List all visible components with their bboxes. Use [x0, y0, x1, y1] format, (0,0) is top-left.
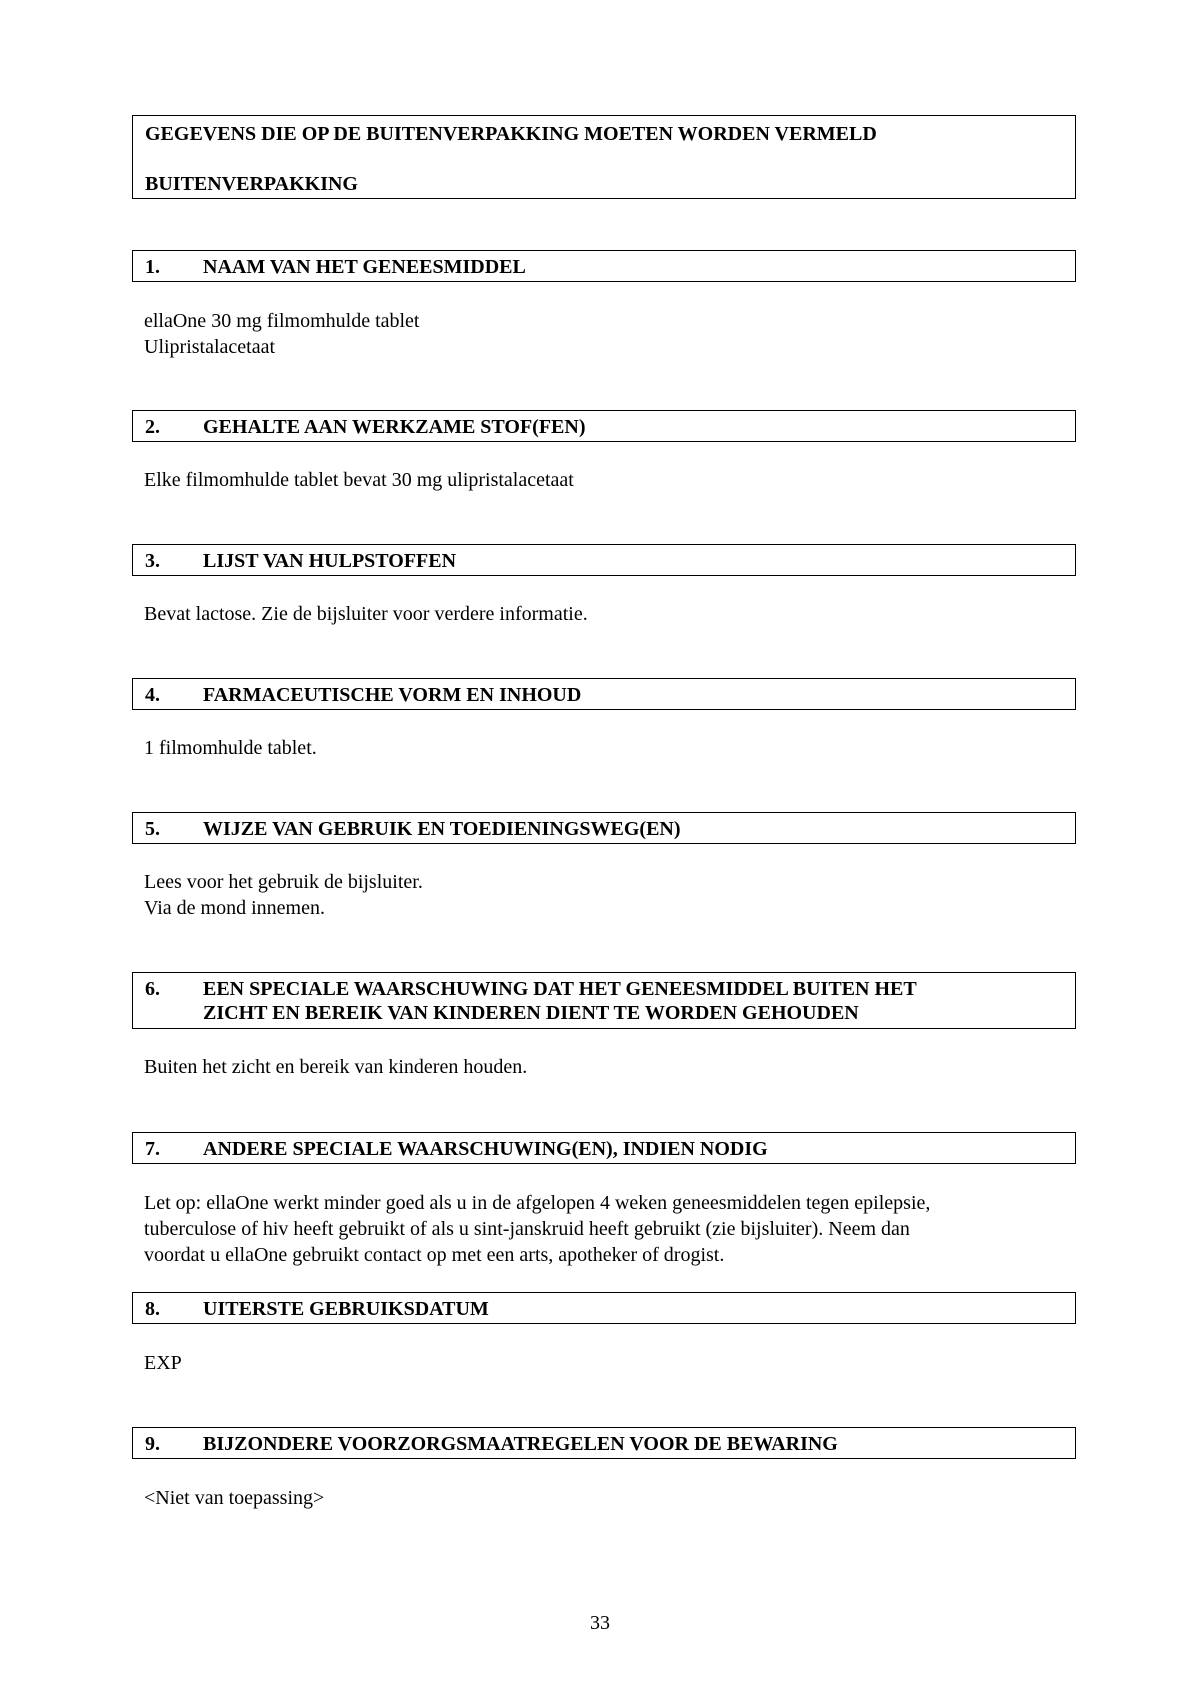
section-6-heading: [132, 972, 1076, 1029]
body-line: voordat u ellaOne gebruikt contact op met een arts, apotheker of drogist.: [144, 1244, 725, 1266]
section-number: 7.: [145, 1138, 160, 1160]
section-title: ANDERE SPECIALE WAARSCHUWING(EN), INDIEN NODIG: [203, 1138, 768, 1160]
header-subtitle: BUITENVERPAKKING: [145, 173, 358, 195]
header-title: GEGEVENS DIE OP DE BUITENVERPAKKING MOETEN WORDEN VERMELD: [145, 123, 877, 145]
document-header-box: [132, 115, 1076, 199]
section-9-body: [144, 1485, 1064, 1511]
section-title: NAAM VAN HET GENEESMIDDEL: [203, 256, 526, 278]
section-8-heading: [132, 1292, 1076, 1324]
body-line: Via de mond innemen.: [144, 897, 325, 919]
section-number: 5.: [145, 818, 160, 840]
section-number: 9.: [145, 1433, 160, 1455]
body-line: tuberculose of hiv heeft gebruikt of als u sint-janskruid heeft gebruikt (zie bijsluiter). Neem dan: [144, 1218, 910, 1240]
body-line: <Niet van toepassing>: [144, 1487, 325, 1509]
body-line: 1 filmomhulde tablet.: [144, 737, 317, 759]
body-line: Buiten het zicht en bereik van kinderen houden.: [144, 1056, 528, 1078]
body-line: Ulipristalacetaat: [144, 336, 276, 358]
section-title: GEHALTE AAN WERKZAME STOF(FEN): [203, 416, 586, 438]
section-7-heading: [132, 1132, 1076, 1164]
section-7-body: [144, 1190, 1064, 1268]
section-2-body: [144, 467, 1064, 493]
section-5-heading: [132, 812, 1076, 844]
section-title: FARMACEUTISCHE VORM EN INHOUD: [203, 684, 582, 706]
section-3-body: [144, 601, 1064, 627]
section-number: 8.: [145, 1298, 160, 1320]
section-title: WIJZE VAN GEBRUIK EN TOEDIENINGSWEG(EN): [203, 818, 681, 840]
body-line: EXP: [144, 1352, 182, 1374]
section-title-line: ZICHT EN BEREIK VAN KINDEREN DIENT TE WORDEN GEHOUDEN: [203, 1002, 859, 1024]
body-line: Bevat lactose. Zie de bijsluiter voor verdere informatie.: [144, 603, 588, 625]
body-line: Lees voor het gebruik de bijsluiter.: [144, 871, 423, 893]
section-4-heading: [132, 678, 1076, 710]
section-1-body: [144, 308, 1064, 360]
body-line: Elke filmomhulde tablet bevat 30 mg ulipristalacetaat: [144, 469, 574, 491]
section-title: LIJST VAN HULPSTOFFEN: [203, 550, 457, 572]
page-number: 33: [590, 1612, 610, 1634]
section-title: [203, 977, 1055, 1025]
section-title-line: EEN SPECIALE WAARSCHUWING DAT HET GENEESMIDDEL BUITEN HET: [203, 978, 917, 1000]
section-number: 3.: [145, 550, 160, 572]
body-line: Let op: ellaOne werkt minder goed als u in de afgelopen 4 weken geneesmiddelen tegen epilepsie,: [144, 1192, 931, 1214]
section-number: 4.: [145, 684, 160, 706]
section-8-body: [144, 1350, 1064, 1376]
section-6-body: [144, 1054, 1064, 1080]
section-title: UITERSTE GEBRUIKSDATUM: [203, 1298, 489, 1320]
section-4-body: [144, 735, 1064, 761]
section-9-heading: [132, 1427, 1076, 1459]
section-3-heading: [132, 544, 1076, 576]
section-number: 2.: [145, 416, 160, 438]
body-line: ellaOne 30 mg filmomhulde tablet: [144, 310, 420, 332]
section-5-body: [144, 869, 1064, 921]
section-1-heading: [132, 250, 1076, 282]
section-title: BIJZONDERE VOORZORGSMAATREGELEN VOOR DE BEWARING: [203, 1433, 838, 1455]
section-number: 1.: [145, 256, 160, 278]
section-number: 6.: [145, 978, 160, 1000]
section-2-heading: [132, 410, 1076, 442]
